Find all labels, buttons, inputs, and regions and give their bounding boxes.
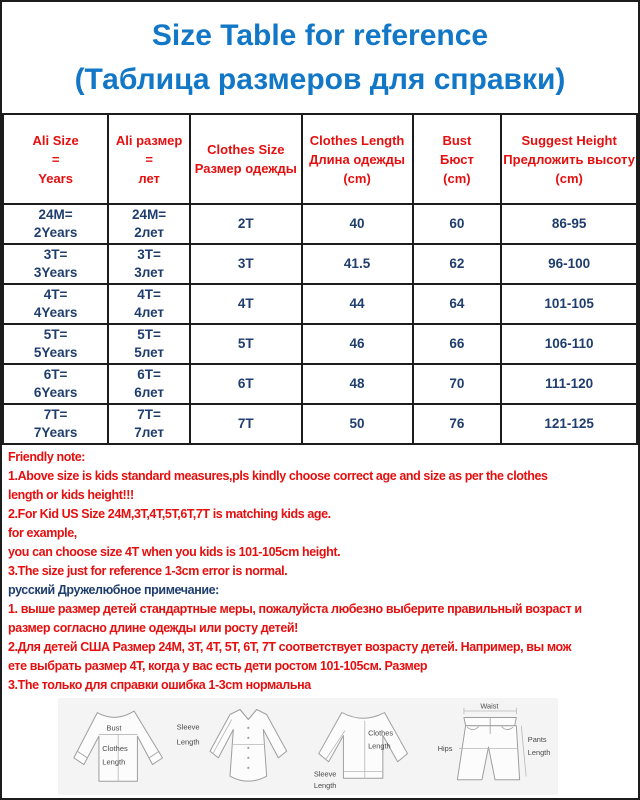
jacket-outline: [319, 712, 408, 778]
size-cell: 44: [302, 284, 413, 324]
header-row: [3, 114, 637, 204]
header-suggest-height: Suggest Height Предложить высоту (cm): [501, 114, 637, 204]
note-line: length or kids height!!!: [8, 488, 134, 502]
hips-label: Hips: [437, 743, 453, 753]
page-title: Size Table for reference: [151, 19, 489, 52]
size-cell: 62: [413, 244, 502, 284]
size-cell: 7T= 7Years: [3, 404, 108, 444]
size-cell: 66: [413, 324, 502, 364]
size-cell: 46: [302, 324, 413, 364]
size-cell: 3T: [190, 244, 302, 284]
note-line: Friendly note:: [8, 450, 86, 464]
size-cell: 24M= 2Years: [3, 204, 108, 244]
size-cell: 50: [302, 404, 413, 444]
note-line: for example,: [8, 526, 77, 540]
length-label: Length: [368, 741, 391, 751]
table-row: [3, 284, 637, 324]
header-ali-size: Ali Size = Years: [3, 114, 108, 204]
note-line: ете выбрать размер 4T, когда у вас есть дети ростом 101-105см. Размер: [8, 659, 428, 673]
friendly-notes: [2, 448, 638, 695]
length-label: Length: [102, 757, 126, 767]
size-cell: 40: [302, 204, 413, 244]
size-cell: 3T= 3Years: [3, 244, 108, 284]
table-row: [3, 404, 637, 444]
size-cell: 6T= 6Years: [3, 364, 108, 404]
shirt-sketch: [175, 701, 300, 793]
clothes-label: Clothes: [102, 743, 128, 753]
size-cell: 5T= 5Years: [3, 324, 108, 364]
jacket-sketch: [304, 701, 419, 793]
sleeve-label: Sleeve: [313, 769, 337, 779]
pants-sketch: [423, 701, 554, 793]
size-cell: 6T: [190, 364, 302, 404]
size-cell: 76: [413, 404, 502, 444]
size-cell: 64: [413, 284, 502, 324]
bust-label: Bust: [106, 722, 122, 732]
note-line: 2.Для детей США Размер 24M, 3T, 4T, 5T, 6T, 7T соответствует возрасту детей. Например, вы мож: [8, 640, 572, 654]
clothes-label: Clothes: [368, 728, 394, 737]
shirt-outline: [210, 709, 287, 781]
measurement-diagrams: [58, 698, 558, 795]
length-label: Length: [313, 780, 337, 790]
pants-label: Pants: [527, 734, 547, 744]
table-row: [3, 244, 637, 284]
size-cell: 121-125: [501, 404, 637, 444]
page-title-russian: (Таблица размеров для справки): [74, 63, 566, 96]
size-cell: 6T= 6лет: [108, 364, 190, 404]
note-line: размер согласно длине одежды или росту детей!: [8, 621, 298, 635]
size-table: [2, 113, 638, 445]
size-cell: 5T= 5лет: [108, 324, 190, 364]
length-label: Length: [527, 747, 551, 757]
size-cell: 106-110: [501, 324, 637, 364]
header-ali-razmer: Ali размер = лет: [108, 114, 190, 204]
table-row: [3, 364, 637, 404]
header-clothes-length: Clothes Length Длина одежды (cm): [302, 114, 413, 204]
pants-length-line: [521, 725, 526, 776]
size-cell: 5T: [190, 324, 302, 364]
size-cell: 4T= 4Years: [3, 284, 108, 324]
header-bust: Bust Бюст (cm): [413, 114, 502, 204]
note-line: 2.For Kid US Size 24M,3T,4T,5T,6T,7T is matching kids age.: [8, 507, 331, 521]
size-cell: 96-100: [501, 244, 637, 284]
size-cell: 4T: [190, 284, 302, 324]
size-cell: 7T= 7лет: [108, 404, 190, 444]
size-cell: 7T: [190, 404, 302, 444]
waist-label: Waist: [480, 701, 499, 711]
note-line-russian-heading: русский Дружелюбное примечание:: [8, 583, 219, 597]
size-cell: 4T= 4лет: [108, 284, 190, 324]
header-clothes-size: Clothes Size Размер одежды: [190, 114, 302, 204]
table-row: [3, 324, 637, 364]
size-cell: 24M= 2лет: [108, 204, 190, 244]
size-cell: 101-105: [501, 284, 637, 324]
sleeve-label: Sleeve: [176, 722, 200, 731]
size-cell: 60: [413, 204, 502, 244]
size-cell: 48: [302, 364, 413, 404]
note-line: 1. выше размер детей стандартные меры, пожалуйста любезно выберите правильный возраст и: [8, 602, 582, 616]
note-line: 3.The size just for reference 1-3cm error is normal.: [8, 564, 288, 578]
size-cell: 86-95: [501, 204, 637, 244]
sweater-sketch: [62, 701, 171, 793]
note-line: 3.The только для справки ошибка 1-3cm нормальна: [8, 678, 311, 692]
size-cell: 70: [413, 364, 502, 404]
note-line: you can choose size 4T when you kids is 101-105cm height.: [8, 545, 341, 559]
note-line: 1.Above size is kids standard measures,pls kindly choose correct age and size as per the clothes: [8, 469, 548, 483]
size-cell: 3T= 3лет: [108, 244, 190, 284]
size-cell: 41.5: [302, 244, 413, 284]
pants-outline: [457, 725, 519, 779]
length-label: Length: [176, 737, 200, 746]
table-row: [3, 204, 637, 244]
size-cell: 2T: [190, 204, 302, 244]
size-cell: 111-120: [501, 364, 637, 404]
